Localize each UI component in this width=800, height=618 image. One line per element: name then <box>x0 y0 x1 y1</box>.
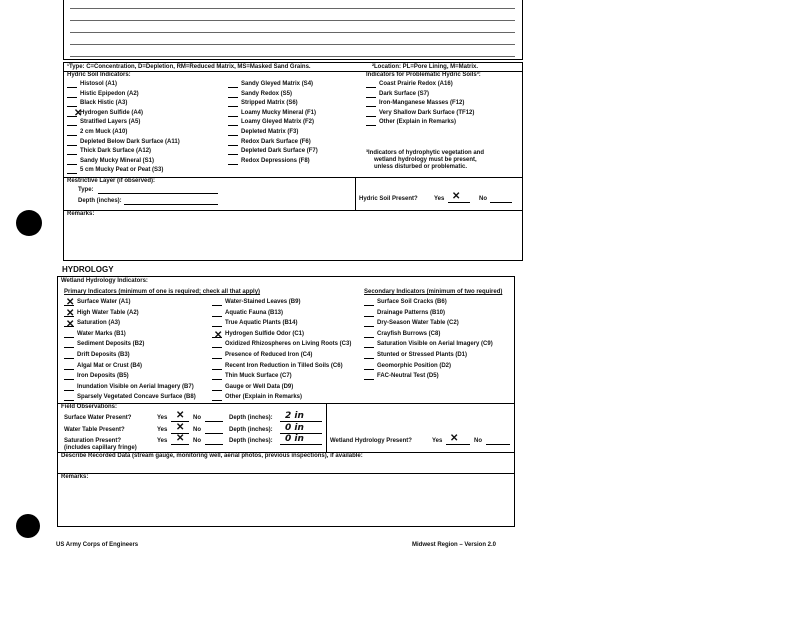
top-continuation-lines <box>70 0 515 58</box>
water-table-yes-label: Yes <box>157 427 168 433</box>
soil-indicator-b-1-label: Sandy Redox (S5) <box>241 90 293 97</box>
hydrology-secondary-1-checkbox[interactable] <box>364 310 374 317</box>
hydrology-primary-b-2-checkbox[interactable] <box>212 320 222 327</box>
surface-water-depth-label: Depth (inches): <box>229 415 273 421</box>
hydrology-primary-b-9-checkbox[interactable] <box>212 394 222 401</box>
hydrology-primary-b-8-checkbox[interactable] <box>212 384 222 391</box>
hydrology-secondary-5-checkbox[interactable] <box>364 352 374 359</box>
hydrogen-sulfide-odor-check: ✕ <box>214 330 223 341</box>
problematic-soils-header: Indicators for Problematic Hydric Soils³: <box>366 72 481 78</box>
soil-type-footnote: ¹Type: C=Concentration, D=Depletion, RM=Reduced Matrix, MS=Masked Sand Grains. <box>67 64 311 70</box>
surface-water-yes-check: ✕ <box>176 410 185 421</box>
hydrology-primary-a-6-checkbox[interactable] <box>64 363 74 370</box>
water-table-no-label: No <box>193 427 201 433</box>
punch-hole-bottom <box>16 514 40 538</box>
restrictive-type-label: Type: <box>78 187 94 193</box>
surface-water-no-label: No <box>193 415 201 421</box>
wetland-yes-label: Yes <box>432 438 443 444</box>
hydrology-primary-a-7-label: Iron Deposits (B5) <box>77 373 129 380</box>
soil-footnote-2: wetland hydrology must be present, <box>374 157 477 163</box>
saturation-no-label: No <box>193 438 201 444</box>
soil-indicator-b-4-checkbox[interactable] <box>228 119 238 126</box>
surface-water-present-label: Surface Water Present? <box>64 415 132 421</box>
hydrology-primary-a-8-checkbox[interactable] <box>64 384 74 391</box>
soil-indicator-b-3-label: Loamy Mucky Mineral (F1) <box>241 109 317 116</box>
hydrology-secondary-3-label: Crayfish Burrows (C8) <box>377 330 441 337</box>
hydrology-primary-b-1-label: Aquatic Fauna (B13) <box>225 309 284 316</box>
hydrology-primary-a-0-label: Surface Water (A1) <box>77 299 131 305</box>
hydrology-primary-b-4-checkbox[interactable] <box>212 341 222 348</box>
soil-indicator-c-3-label: Very Shallow Dark Surface (TF12) <box>379 109 475 116</box>
wetland-no-label: No <box>474 438 482 444</box>
hydrology-secondary-3-checkbox[interactable] <box>364 331 374 338</box>
soil-indicator-c-0-checkbox[interactable] <box>366 81 376 88</box>
hydrology-primary-a-8-label: Inundation Visible on Aerial Imagery (B7) <box>77 383 194 390</box>
wetland-no-field[interactable] <box>486 438 510 445</box>
saturation-present-label: Saturation Present? <box>64 438 122 444</box>
soil-indicator-c-2-label: Iron-Manganese Masses (F12) <box>379 100 465 107</box>
soil-indicator-a-8-checkbox[interactable] <box>67 158 77 165</box>
soil-indicator-a-9-checkbox[interactable] <box>67 167 77 174</box>
soil-remarks-label: Remarks: <box>67 211 95 217</box>
saturation-check: ✕ <box>66 319 75 330</box>
soil-indicator-a-4-label: Stratified Layers (A5) <box>80 119 141 126</box>
hydrology-primary-a-5-label: Drift Deposits (B3) <box>77 352 130 358</box>
water-table-depth-label: Depth (inches): <box>229 427 273 433</box>
hydrology-secondary-2-label: Dry-Season Water Table (C2) <box>377 320 459 327</box>
hydrology-primary-b-6-label: Recent Iron Reduction in Tilled Soils (C6) <box>225 362 343 369</box>
soil-indicator-a-6-label: Depleted Below Dark Surface (A11) <box>80 138 180 145</box>
primary-indicators-header: Primary Indicators (minimum of one is required; check all that apply) <box>64 289 261 295</box>
hydrology-primary-b-5-label: Presence of Reduced Iron (C4) <box>225 352 313 358</box>
soil-indicator-b-8-checkbox[interactable] <box>228 158 238 165</box>
soil-indicator-c-4-label: Other (Explain in Remarks) <box>379 119 457 126</box>
soil-location-footnote: ²Location: PL=Pore Lining, M=Matrix. <box>372 64 479 70</box>
hydrology-primary-a-3-label: Water Marks (B1) <box>77 330 126 337</box>
restrictive-depth-label: Depth (inches): <box>78 198 122 204</box>
hydrology-primary-b-4-label: Oxidized Rhizospheres on Living Roots (C3) <box>225 341 352 348</box>
soil-indicator-b-6-label: Redox Dark Surface (F6) <box>241 138 311 145</box>
soil-indicator-b-2-label: Stripped Matrix (S6) <box>241 100 298 107</box>
surface-water-yes-label: Yes <box>157 415 168 421</box>
saturation-depth: 0 in <box>285 434 304 444</box>
hydrogen-sulfide-check: ✕ <box>74 108 83 119</box>
hydrology-secondary-5-label: Stunted or Stressed Plants (D1) <box>377 352 468 358</box>
hydric-soil-no-field[interactable] <box>490 196 512 203</box>
hydrology-secondary-4-label: Saturation Visible on Aerial Imagery (C9) <box>377 341 493 348</box>
water-table-present-label: Water Table Present? <box>64 427 125 433</box>
top-box-right-border <box>522 0 523 60</box>
hydrology-primary-b-6-checkbox[interactable] <box>212 363 222 370</box>
hydrology-secondary-1-label: Drainage Patterns (B10) <box>377 309 446 316</box>
soil-indicator-b-2-checkbox[interactable] <box>228 100 238 107</box>
hydrology-primary-b-9-label: Other (Explain in Remarks) <box>225 394 303 401</box>
soil-indicator-a-1-checkbox[interactable] <box>67 91 77 98</box>
soil-indicator-a-9-label: 5 cm Mucky Peat or Peat (S3) <box>80 167 164 174</box>
soil-indicator-b-8-label: Redox Depressions (F8) <box>241 157 310 164</box>
saturation-no-field[interactable] <box>205 438 223 445</box>
describe-recorded-data-label: Describe Recorded Data (stream gauge, monitoring well, aerial photos, previous inspections), if available: <box>61 453 363 459</box>
water-table-no-field[interactable] <box>205 427 223 434</box>
water-table-yes-check: ✕ <box>176 422 185 433</box>
soil-indicator-b-5-label: Depleted Matrix (F3) <box>241 129 299 135</box>
restrictive-layer-label: Restrictive Layer (if observed): <box>67 178 156 184</box>
top-box-left-border <box>63 0 64 60</box>
hydrology-primary-b-3-label: Hydrogen Sulfide Odor (C1) <box>225 330 305 337</box>
soil-indicator-b-5-checkbox[interactable] <box>228 129 238 136</box>
soil-footnote-1: ³Indicators of hydrophytic vegetation and <box>366 150 485 156</box>
saturation-yes-label: Yes <box>157 438 168 444</box>
soil-indicator-a-5-label: 2 cm Muck (A10) <box>80 129 128 135</box>
hydrology-remarks-divider <box>57 473 515 474</box>
soil-indicator-c-4-checkbox[interactable] <box>366 119 376 126</box>
water-table-depth: 0 in <box>285 423 304 433</box>
hydrology-primary-a-6-label: Algal Mat or Crust (B4) <box>77 362 143 369</box>
hydric-soil-yes-label: Yes <box>434 196 445 202</box>
soil-indicator-a-3-label: Hydrogen Sulfide (A4) <box>80 109 144 116</box>
soil-indicator-a-2-checkbox[interactable] <box>67 100 77 107</box>
soil-indicator-c-0-label: Coast Prairie Redox (A16) <box>379 81 453 87</box>
hydrology-primary-a-3-checkbox[interactable] <box>64 331 74 338</box>
hydrology-primary-a-9-label: Sparsely Vegetated Concave Surface (B8) <box>77 394 196 401</box>
hydrology-primary-b-0-checkbox[interactable] <box>212 299 222 306</box>
hydrology-primary-a-9-checkbox[interactable] <box>64 394 74 401</box>
soil-indicator-b-4-label: Loamy Gleyed Matrix (F2) <box>241 119 315 126</box>
wetland-indicators-label: Wetland Hydrology Indicators: <box>61 278 148 284</box>
hydric-soil-yes-check: ✕ <box>452 191 461 202</box>
soil-indicator-c-1-checkbox[interactable] <box>366 91 376 98</box>
saturation-depth-label: Depth (inches): <box>229 438 273 444</box>
field-obs-divider <box>57 403 515 404</box>
hydrology-primary-b-5-checkbox[interactable] <box>212 352 222 359</box>
soil-indicator-a-5-checkbox[interactable] <box>67 129 77 136</box>
soil-indicator-a-4-checkbox[interactable] <box>67 119 77 126</box>
hydrology-secondary-0-label: Surface Soil Cracks (B6) <box>377 299 447 305</box>
hydrology-primary-a-2-label: Saturation (A3) <box>77 320 121 327</box>
field-observations-label: Field Observations: <box>61 404 118 410</box>
soil-indicator-b-1-checkbox[interactable] <box>228 91 238 98</box>
hydrology-secondary-6-checkbox[interactable] <box>364 363 374 370</box>
hydrology-secondary-2-checkbox[interactable] <box>364 320 374 327</box>
wetland-yes-check: ✕ <box>450 433 459 444</box>
wetland-present-divider <box>326 403 327 452</box>
soil-indicator-a-2-label: Black Histic (A3) <box>80 100 128 107</box>
hydrology-secondary-7-label: FAC-Neutral Test (D5) <box>377 373 439 380</box>
hydric-soil-indicators-header: Hydric Soil Indicators: <box>67 72 131 78</box>
soil-indicator-c-3-checkbox[interactable] <box>366 110 376 117</box>
soil-indicator-a-0-label: Histosol (A1) <box>80 81 118 87</box>
restrictive-type-field[interactable] <box>98 187 218 194</box>
hydrology-secondary-6-label: Geomorphic Position (D2) <box>377 362 452 369</box>
soil-indicator-b-7-checkbox[interactable] <box>228 148 238 155</box>
soil-indicator-a-7-checkbox[interactable] <box>67 148 77 155</box>
hydrology-primary-a-1-label: High Water Table (A2) <box>77 309 139 316</box>
hydrology-primary-a-5-checkbox[interactable] <box>64 352 74 359</box>
soil-indicator-a-0-checkbox[interactable] <box>67 81 77 88</box>
soil-indicator-b-6-checkbox[interactable] <box>228 139 238 146</box>
hydrology-primary-b-0-label: Water-Stained Leaves (B9) <box>225 299 301 305</box>
hydrology-primary-a-4-label: Sediment Deposits (B2) <box>77 341 145 348</box>
soil-indicator-b-0-checkbox[interactable] <box>228 81 238 88</box>
surface-water-no-field[interactable] <box>205 415 223 422</box>
hydrology-primary-b-7-checkbox[interactable] <box>212 373 222 380</box>
hydrology-primary-b-2-label: True Aquatic Plants (B14) <box>225 320 298 327</box>
soil-indicator-c-2-checkbox[interactable] <box>366 100 376 107</box>
hydrology-primary-b-8-label: Gauge or Well Data (D9) <box>225 383 294 390</box>
restrictive-depth-field[interactable] <box>124 198 218 205</box>
hydrology-secondary-7-checkbox[interactable] <box>364 373 374 380</box>
hydric-soil-no-label: No <box>479 196 487 202</box>
soil-footnote-3: unless disturbed or problematic. <box>374 164 468 170</box>
soil-indicator-b-7-label: Depleted Dark Surface (F7) <box>241 148 318 155</box>
capillary-fringe-label: (includes capillary fringe) <box>64 445 137 451</box>
surface-water-depth: 2 in <box>285 411 304 421</box>
soil-indicator-a-7-label: Thick Dark Surface (A12) <box>80 148 152 155</box>
secondary-indicators-header: Secondary Indicators (minimum of two required) <box>364 289 503 295</box>
soil-indicator-a-1-label: Histic Epipedon (A2) <box>80 90 139 97</box>
surface-water-check: ✕ <box>66 297 75 308</box>
soil-indicator-c-1-label: Dark Surface (S7) <box>379 90 430 97</box>
hydrology-primary-a-7-checkbox[interactable] <box>64 373 74 380</box>
soil-indicator-a-6-checkbox[interactable] <box>67 139 77 146</box>
saturation-yes-check: ✕ <box>176 433 185 444</box>
hydrology-secondary-4-checkbox[interactable] <box>364 341 374 348</box>
punch-hole-top <box>16 210 42 236</box>
footer-left: US Army Corps of Engineers <box>56 542 139 548</box>
soil-indicator-a-8-label: Sandy Mucky Mineral (S1) <box>80 157 155 164</box>
wetland-hydrology-present-label: Wetland Hydrology Present? <box>330 438 412 444</box>
soil-indicator-b-0-label: Sandy Gleyed Matrix (S4) <box>241 81 314 87</box>
soil-indicator-b-3-checkbox[interactable] <box>228 110 238 117</box>
hydrology-primary-b-1-checkbox[interactable] <box>212 310 222 317</box>
footer-right: Midwest Region – Version 2.0 <box>412 542 497 548</box>
soil-remarks-divider <box>63 210 523 211</box>
high-water-table-check: ✕ <box>66 308 75 319</box>
hydrology-title: HYDROLOGY <box>62 265 114 274</box>
top-box-bottom-border <box>63 59 523 60</box>
hydrology-primary-b-7-label: Thin Muck Surface (C7) <box>225 373 292 380</box>
restrictive-vertical-divider <box>355 177 356 210</box>
hydrology-secondary-0-checkbox[interactable] <box>364 299 374 306</box>
hydric-soil-present-label: Hydric Soil Present? <box>359 196 418 202</box>
hydrology-primary-a-4-checkbox[interactable] <box>64 341 74 348</box>
hydrology-remarks-label: Remarks: <box>61 474 89 480</box>
